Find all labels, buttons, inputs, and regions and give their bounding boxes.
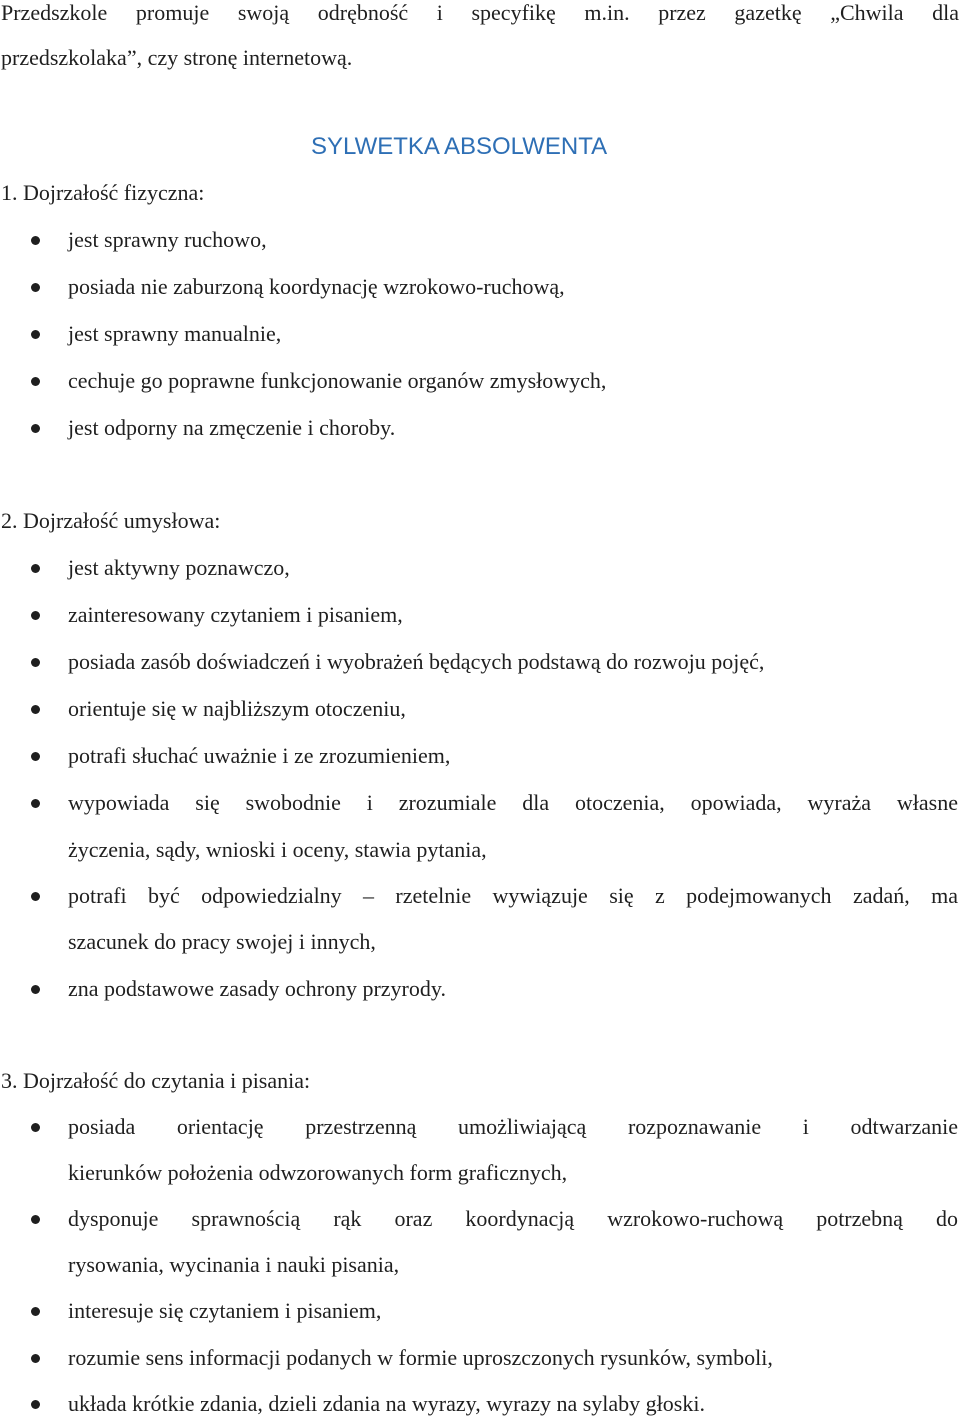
intro-line-2: przedszkolaka”, czy stronę internetową. <box>1 45 353 70</box>
bullet-icon <box>31 985 40 994</box>
intro-line-1: Przedszkole promuje swoją odrębność i specyfikę m.in. przez gazetkę „Chwila dla <box>1 0 959 25</box>
list-item: zainteresowany czytaniem i pisaniem, <box>68 602 403 627</box>
bullet-icon <box>31 236 40 245</box>
bullet-icon <box>31 658 40 667</box>
bullet-icon <box>31 564 40 573</box>
bullet-icon <box>31 283 40 292</box>
list-item-continuation: życzenia, sądy, wnioski i oceny, stawia pytania, <box>68 837 487 862</box>
bullet-icon <box>31 1354 40 1363</box>
section-heading-2: 2. Dojrzałość umysłowa: <box>1 508 221 533</box>
bullet-icon <box>31 424 40 433</box>
list-item: cechuje go poprawne funkcjonowanie organów zmysłowych, <box>68 368 607 393</box>
list-item: orientuje się w najbliższym otoczeniu, <box>68 696 406 721</box>
list-item: jest odporny na zmęczenie i choroby. <box>68 415 396 440</box>
list-item: układa krótkie zdania, dzieli zdania na wyrazy, wyrazy na sylaby głoski. <box>68 1391 705 1416</box>
list-item: posiada zasób doświadczeń i wyobrażeń będących podstawą do rozwoju pojęć, <box>68 649 765 674</box>
bullet-icon <box>31 1215 40 1224</box>
bullet-icon <box>31 377 40 386</box>
bullet-icon <box>31 705 40 714</box>
list-item: dysponuje sprawnością rąk oraz koordynacją wzrokowo-ruchową potrzebną do <box>68 1206 958 1231</box>
list-item-continuation: kierunków położenia odwzorowanych form graficznych, <box>68 1160 568 1185</box>
list-item: zna podstawowe zasady ochrony przyrody. <box>68 976 446 1001</box>
bullet-icon <box>31 611 40 620</box>
list-item: jest aktywny poznawczo, <box>68 555 290 580</box>
bullet-icon <box>31 1400 40 1409</box>
bullet-icon <box>31 1123 40 1132</box>
page-title: SYLWETKA ABSOLWENTA <box>311 133 608 160</box>
section-heading-3: 3. Dojrzałość do czytania i pisania: <box>1 1068 311 1093</box>
list-item: interesuje się czytaniem i pisaniem, <box>68 1298 382 1323</box>
bullet-icon <box>31 892 40 901</box>
list-item-continuation: rysowania, wycinania i nauki pisania, <box>68 1252 400 1277</box>
bullet-icon <box>31 1307 40 1316</box>
list-item: posiada nie zaburzoną koordynację wzrokowo-ruchową, <box>68 274 565 299</box>
list-item: rozumie sens informacji podanych w formie uproszczonych rysunków, symboli, <box>68 1345 773 1370</box>
list-item: potrafi być odpowiedzialny – rzetelnie wywiązuje się z podejmowanych zadań, ma <box>68 883 958 908</box>
bullet-icon <box>31 799 40 808</box>
bullet-icon <box>31 752 40 761</box>
list-item: potrafi słuchać uważnie i ze zrozumieniem, <box>68 743 451 768</box>
list-item: jest sprawny manualnie, <box>68 321 282 346</box>
section-heading-1: 1. Dojrzałość fizyczna: <box>1 180 205 205</box>
list-item: jest sprawny ruchowo, <box>68 227 267 252</box>
list-item-continuation: szacunek do pracy swojej i innych, <box>68 929 376 954</box>
list-item: posiada orientację przestrzenną umożliwiającą rozpoznawanie i odtwarzanie <box>68 1114 958 1139</box>
list-item: wypowiada się swobodnie i zrozumiale dla otoczenia, opowiada, wyraża własne <box>68 790 958 815</box>
bullet-icon <box>31 330 40 339</box>
